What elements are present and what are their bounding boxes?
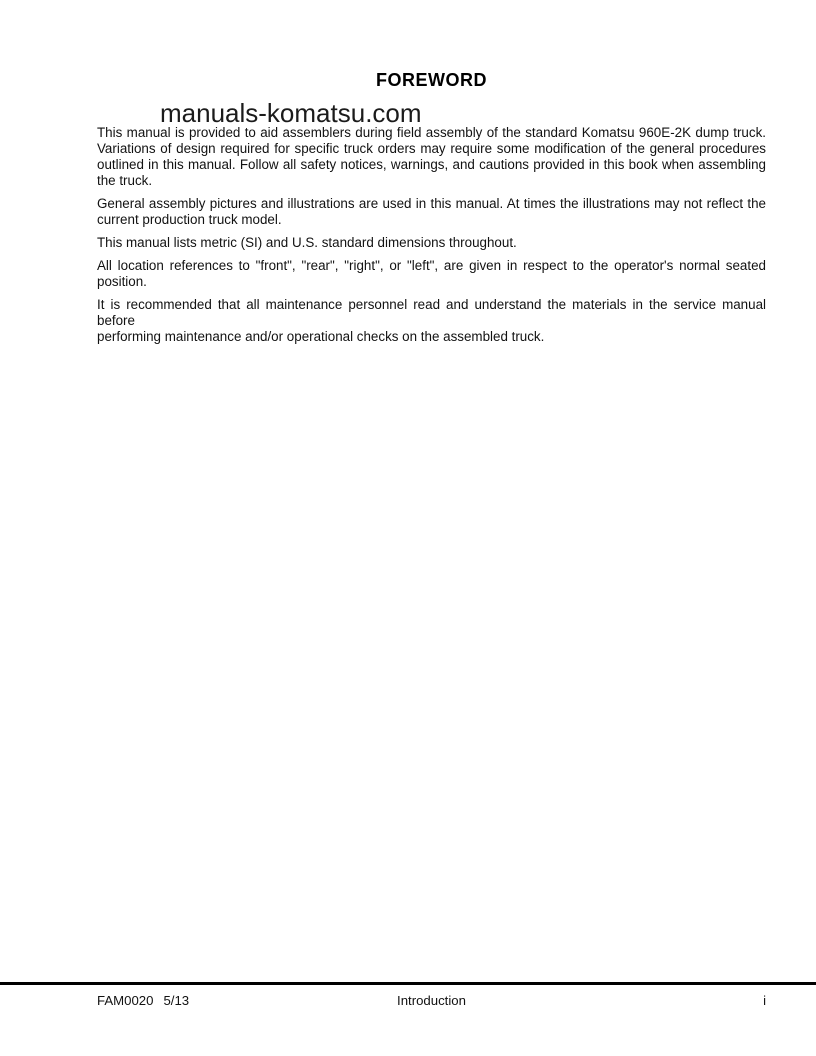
paragraph-line: outlined in this manual. Follow all safety notices, warnings, and cautions provided in this book when assembling: [97, 157, 766, 172]
foreword-text: [97, 125, 766, 352]
paragraph-line: position.: [97, 274, 147, 289]
paragraph-line: It is recommended that all maintenance personnel read and understand the materials in the service manual before: [97, 297, 766, 328]
paragraph-line: All location references to "front", "rear", "right", or "left", are given in respect to the operator's normal seated: [97, 258, 766, 273]
paragraph: [97, 125, 766, 189]
footer-revision: 5/13: [163, 993, 190, 1008]
paragraph-line: current production truck model.: [97, 212, 282, 227]
paragraph: [97, 258, 766, 290]
page-title: FOREWORD: [376, 70, 487, 90]
watermark: manuals-komatsu.com: [160, 98, 422, 128]
paragraph-line: General assembly pictures and illustrations are used in this manual. At times the illustrations may not reflect the: [97, 196, 766, 211]
footer-section: Introduction: [397, 993, 466, 1008]
footer-divider: [0, 982, 816, 985]
paragraph: [97, 235, 766, 251]
paragraph-line: This manual is provided to aid assemblers during field assembly of the standard Komatsu 960E-2K dump truck.: [97, 125, 766, 140]
footer-doc-number: FAM0020: [97, 993, 154, 1008]
paragraph-line: Variations of design required for specific truck orders may require some modification of the general procedures: [97, 141, 766, 156]
paragraph-line: the truck.: [97, 173, 153, 188]
footer-page-number: i: [763, 993, 766, 1008]
paragraph: [97, 196, 766, 228]
footer: [97, 993, 766, 1009]
paragraph-line: performing maintenance and/or operational checks on the assembled truck.: [97, 329, 545, 344]
paragraph-line: This manual lists metric (SI) and U.S. standard dimensions throughout.: [97, 235, 517, 250]
paragraph: [97, 297, 766, 345]
